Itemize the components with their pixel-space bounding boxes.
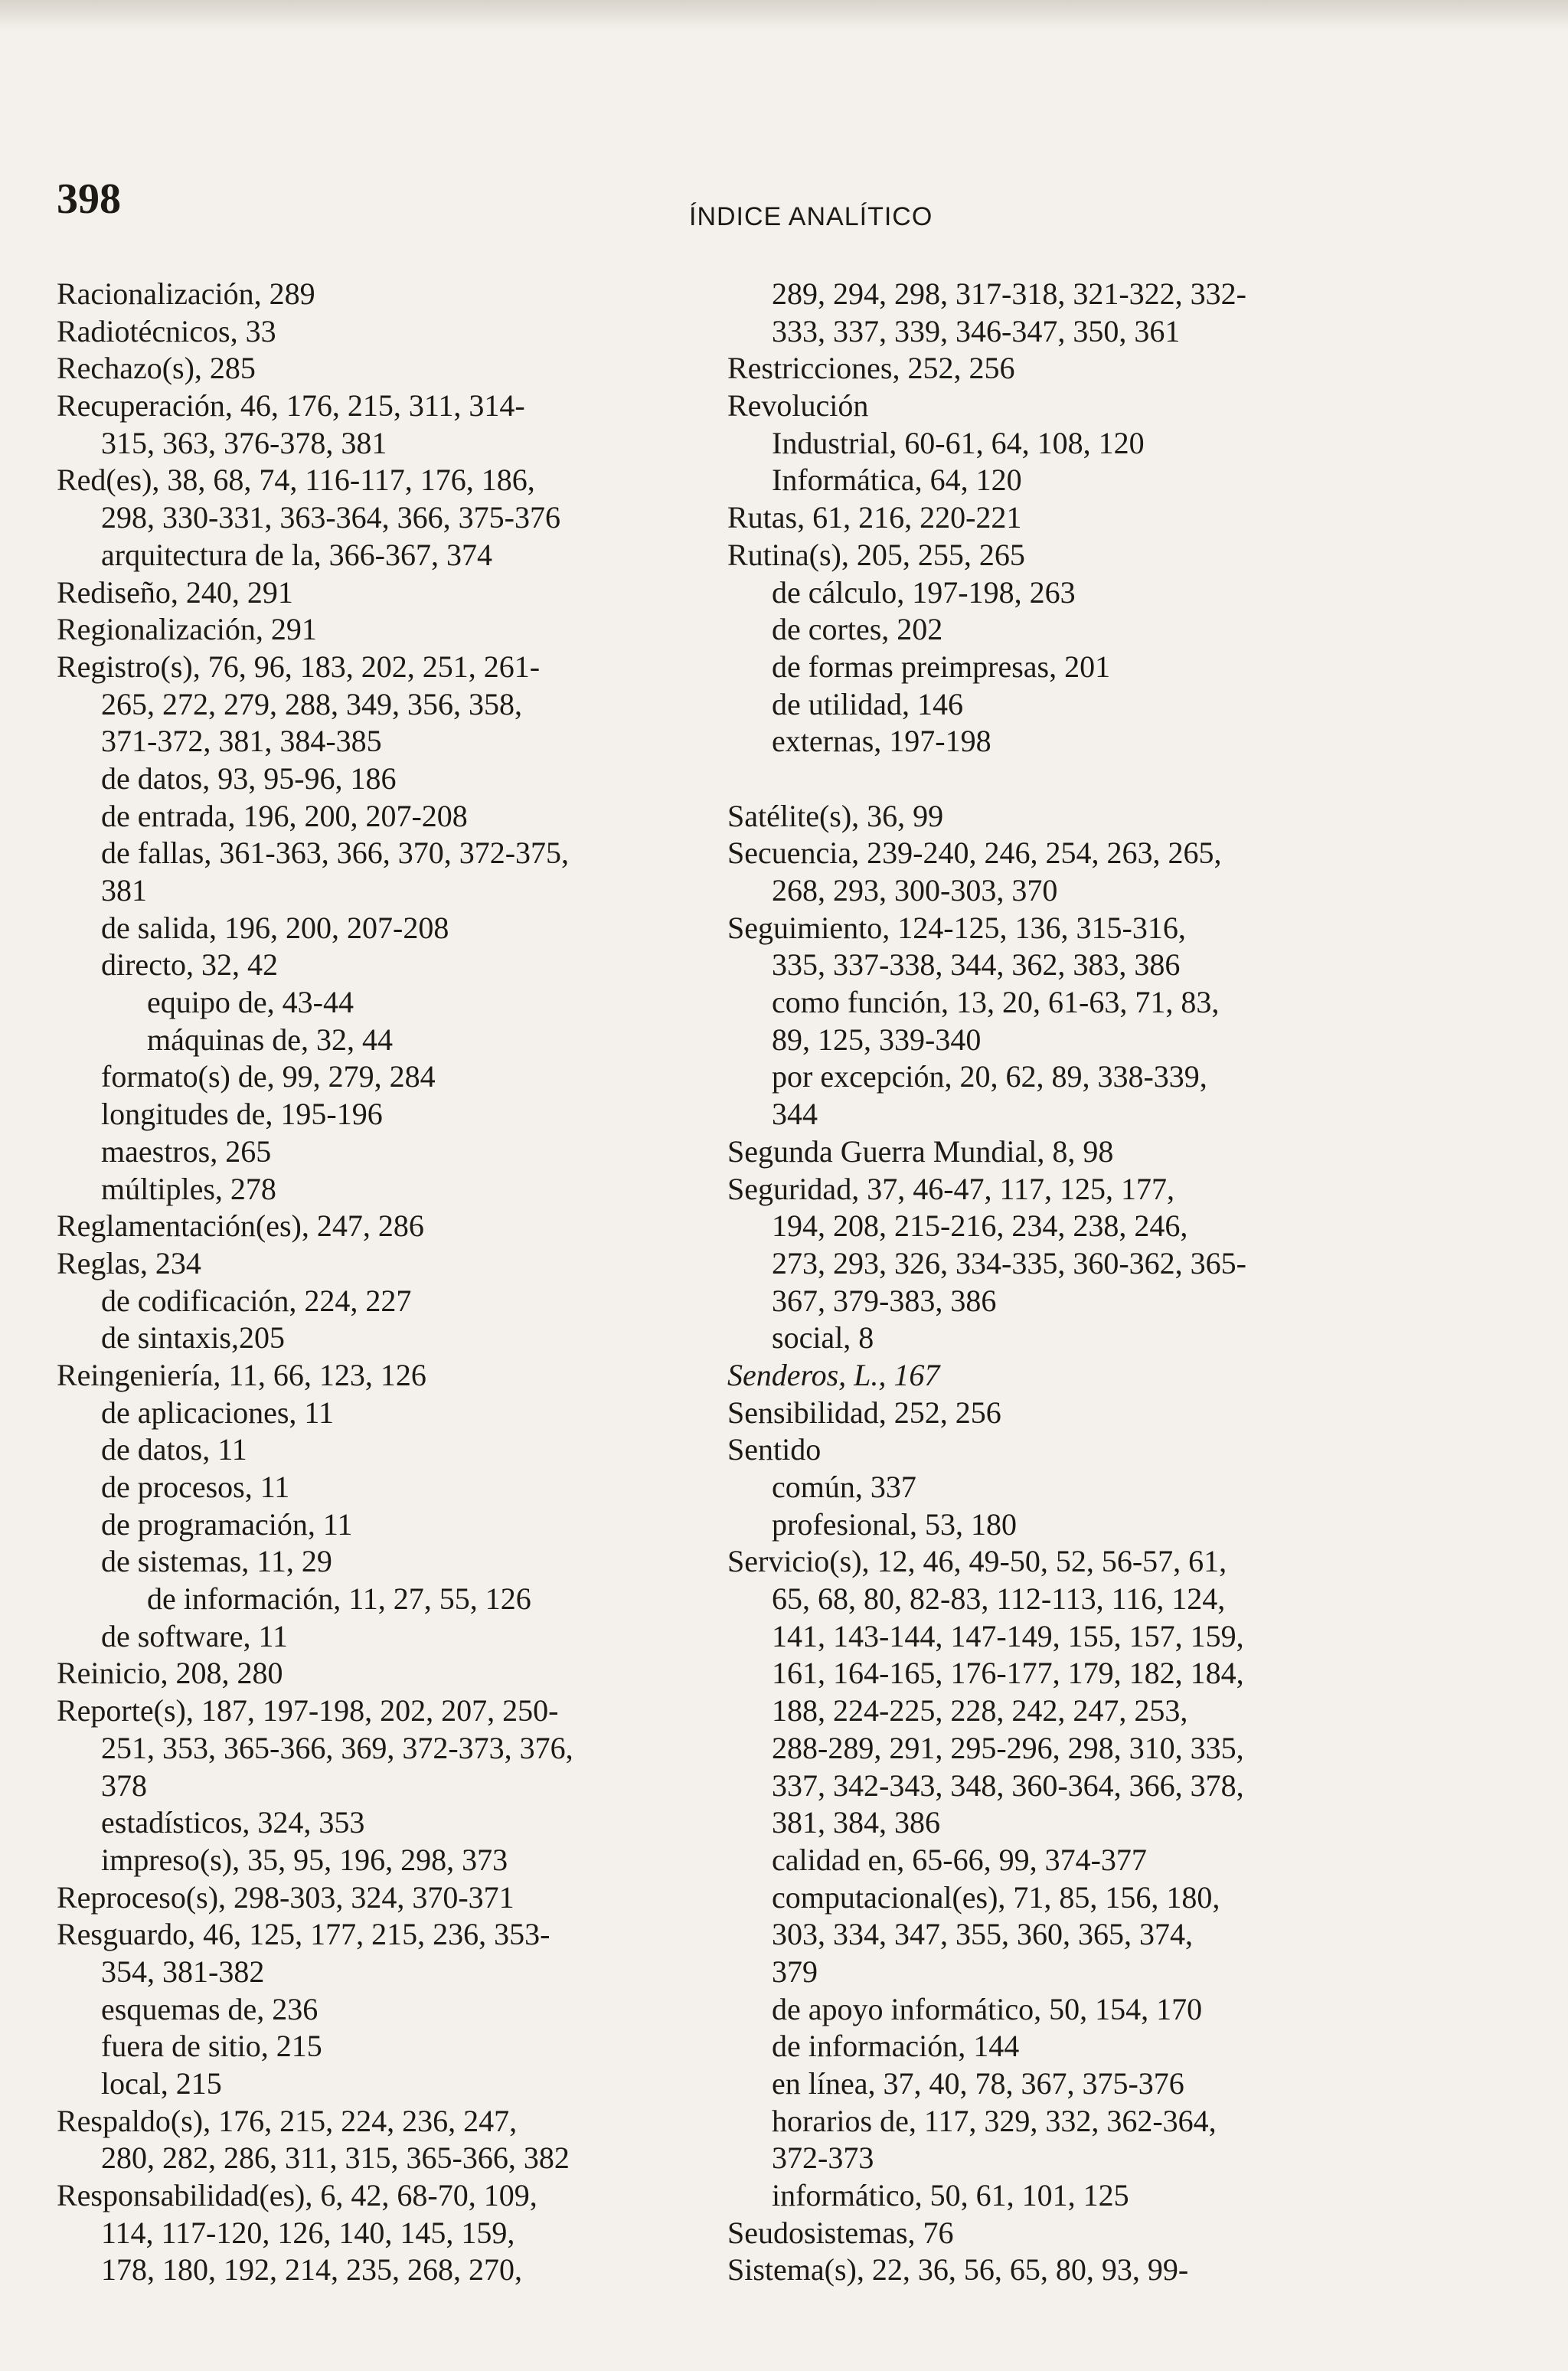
index-subentry: arquitectura de la, 366-367, 374 (101, 537, 492, 572)
index-entry: Reglamentación(es), 247, 286 (57, 1208, 424, 1244)
index-subentry: 265, 272, 279, 288, 349, 356, 358, (101, 686, 522, 721)
index-subentry: fuera de sitio, 215 (101, 2029, 322, 2064)
index-subentry: 381 (101, 873, 147, 908)
index-entry: Seguimiento, 124-125, 136, 315-316, (727, 910, 1186, 945)
index-subentry: 188, 224-225, 228, 242, 247, 253, (772, 1693, 1188, 1728)
index-entry: Regionalización, 291 (57, 612, 317, 647)
index-subentry: Informática, 64, 120 (772, 463, 1022, 498)
index-subentry: 178, 180, 192, 214, 235, 268, 270, (101, 2252, 522, 2288)
index-subentry: de datos, 93, 95-96, 186 (101, 760, 397, 796)
index-entry: Secuencia, 239-240, 246, 254, 263, 265, (727, 836, 1222, 871)
index-subentry: 333, 337, 339, 346-347, 350, 361 (772, 313, 1181, 348)
index-subentry: computacional(es), 71, 85, 156, 180, (772, 1879, 1220, 1915)
index-entry: Reporte(s), 187, 197-198, 202, 207, 250- (57, 1693, 559, 1728)
index-subentry: 114, 117-120, 126, 140, 145, 159, (101, 2215, 515, 2250)
index-subentry: calidad en, 65-66, 99, 374-377 (772, 1842, 1147, 1877)
index-subentry: 381, 384, 386 (772, 1805, 940, 1840)
index-subentry: 344 (772, 1097, 818, 1132)
index-column-left (57, 276, 684, 2289)
index-entry: Recuperación, 46, 176, 215, 311, 314- (57, 388, 525, 424)
index-subentry: equipo de, 43-44 (147, 985, 354, 1020)
index-subentry: 354, 381-382 (101, 1954, 265, 1989)
index-subentry: de software, 11 (101, 1618, 288, 1653)
index-subentry: 288-289, 291, 295-296, 298, 310, 335, (772, 1730, 1244, 1765)
index-entry: Responsabilidad(es), 6, 42, 68-70, 109, (57, 2178, 537, 2213)
index-entry: Servicio(s), 12, 46, 49-50, 52, 56-57, 61, (727, 1544, 1227, 1579)
index-subentry: 335, 337-338, 344, 362, 383, 386 (772, 947, 1181, 983)
index-subentry: 289, 294, 298, 317-318, 321-322, 332- (772, 276, 1246, 311)
index-entry: Reglas, 234 (57, 1245, 201, 1280)
index-column-right (727, 276, 1493, 2289)
index-entry: Racionalización, 289 (57, 276, 315, 311)
index-subentry: 337, 342-343, 348, 360-364, 366, 378, (772, 1768, 1244, 1803)
index-subentry: 379 (772, 1954, 818, 1989)
index-subentry: 371-372, 381, 384-385 (101, 724, 382, 759)
index-subentry: de datos, 11 (101, 1432, 247, 1467)
index-subentry: 65, 68, 80, 82-83, 112-113, 116, 124, (772, 1581, 1226, 1617)
index-subentry: directo, 32, 42 (101, 947, 279, 983)
index-entry: Red(es), 38, 68, 74, 116-117, 176, 186, (57, 463, 535, 498)
index-entry: Sistema(s), 22, 36, 56, 65, 80, 93, 99- (727, 2252, 1189, 2288)
index-subentry: máquinas de, 32, 44 (147, 1022, 394, 1057)
index-subentry: estadísticos, 324, 353 (101, 1805, 365, 1840)
index-subentry: impreso(s), 35, 95, 196, 298, 373 (101, 1842, 508, 1877)
index-subentry: Industrial, 60-61, 64, 108, 120 (772, 425, 1145, 460)
index-subentry: múltiples, 278 (101, 1171, 276, 1206)
index-subentry: profesional, 53, 180 (772, 1506, 1017, 1542)
index-subentry: social, 8 (772, 1320, 874, 1356)
index-subentry: 372-373 (772, 2140, 874, 2176)
index-subentry: longitudes de, 195-196 (101, 1097, 383, 1132)
index-subentry: 367, 379-383, 386 (772, 1283, 997, 1318)
index-subentry: externas, 197-198 (772, 724, 991, 759)
index-subentry: informático, 50, 61, 101, 125 (772, 2178, 1129, 2213)
index-entry: Rutas, 61, 216, 220-221 (727, 500, 1022, 535)
index-subentry: 280, 282, 286, 311, 315, 365-366, 382 (101, 2140, 570, 2176)
index-entry: Reproceso(s), 298-303, 324, 370-371 (57, 1879, 514, 1915)
index-subentry: de aplicaciones, 11 (101, 1395, 334, 1430)
index-entry: Resguardo, 46, 125, 177, 215, 236, 353- (57, 1917, 550, 1952)
index-subentry: de formas preimpresas, 201 (772, 649, 1111, 684)
index-subentry: 89, 125, 339-340 (772, 1022, 982, 1057)
index-entry: Registro(s), 76, 96, 183, 202, 251, 261- (57, 649, 541, 684)
index-spacer (727, 760, 1493, 798)
index-subentry: de codificación, 224, 227 (101, 1283, 412, 1318)
index-subentry: 298, 330-331, 363-364, 366, 375-376 (101, 500, 560, 535)
index-subentry: 161, 164-165, 176-177, 179, 182, 184, (772, 1656, 1244, 1691)
index-entry: Satélite(s), 36, 99 (727, 798, 944, 833)
index-subentry: de programación, 11 (101, 1506, 353, 1542)
index-entry: Seguridad, 37, 46-47, 117, 125, 177, (727, 1171, 1175, 1206)
index-entry: Sensibilidad, 252, 256 (727, 1395, 1001, 1430)
index-subentry: 141, 143-144, 147-149, 155, 157, 159, (772, 1618, 1244, 1653)
index-subentry: de utilidad, 146 (772, 686, 963, 721)
page-top-shadow (0, 0, 1568, 31)
index-subentry: por excepción, 20, 62, 89, 338-339, (772, 1059, 1207, 1094)
index-subentry: maestros, 265 (101, 1133, 272, 1169)
index-subentry: 378 (101, 1768, 147, 1803)
page-number: 398 (57, 175, 121, 223)
index-entry: Segunda Guerra Mundial, 8, 98 (727, 1133, 1114, 1169)
index-subentry: de sintaxis,205 (101, 1320, 285, 1356)
index-subentry: formato(s) de, 99, 279, 284 (101, 1059, 436, 1094)
index-entry: Reinicio, 208, 280 (57, 1656, 283, 1691)
index-subentry: de entrada, 196, 200, 207-208 (101, 798, 468, 833)
index-subentry: 194, 208, 215-216, 234, 238, 246, (772, 1208, 1188, 1244)
index-subentry: 251, 353, 365-366, 369, 372-373, 376, (101, 1730, 573, 1765)
index-subentry: 315, 363, 376-378, 381 (101, 425, 387, 460)
running-title: ÍNDICE ANALÍTICO (689, 202, 933, 231)
index-subentry: de sistemas, 11, 29 (101, 1544, 332, 1579)
index-subentry: común, 337 (772, 1470, 916, 1504)
index-subentry: de procesos, 11 (101, 1470, 290, 1504)
index-subentry: de cortes, 202 (772, 612, 943, 647)
index-entry: Radiotécnicos, 33 (57, 313, 276, 348)
index-entry: Reingeniería, 11, 66, 123, 126 (57, 1357, 426, 1392)
index-subentry: 273, 293, 326, 334-335, 360-362, 365- (772, 1245, 1246, 1280)
index-subentry: de apoyo informático, 50, 154, 170 (772, 1991, 1203, 2026)
index-subentry: horarios de, 117, 329, 332, 362-364, (772, 2103, 1217, 2138)
index-entry: Respaldo(s), 176, 215, 224, 236, 247, (57, 2103, 518, 2138)
index-subentry: local, 215 (101, 2066, 222, 2101)
index-entry: Revolución (727, 388, 869, 424)
index-entry: Rutina(s), 205, 255, 265 (727, 537, 1025, 572)
index-entry: Rechazo(s), 285 (57, 351, 256, 386)
index-entry: Sentido (727, 1432, 822, 1467)
index-subentry: de información, 144 (772, 2029, 1020, 2064)
index-entry: Seudosistemas, 76 (727, 2215, 954, 2250)
index-subentry: 268, 293, 300-303, 370 (772, 873, 1058, 908)
index-subentry: como función, 13, 20, 61-63, 71, 83, (772, 985, 1220, 1020)
index-entry: Senderos, L., 167 (727, 1357, 940, 1392)
index-subentry: de cálculo, 197-198, 263 (772, 574, 1076, 610)
index-subentry: en línea, 37, 40, 78, 367, 375-376 (772, 2066, 1184, 2101)
index-subentry: esquemas de, 236 (101, 1991, 318, 2026)
index-subentry: de información, 11, 27, 55, 126 (147, 1581, 531, 1617)
index-subentry: de salida, 196, 200, 207-208 (101, 910, 449, 945)
index-entry: Rediseño, 240, 291 (57, 574, 293, 610)
index-subentry: de fallas, 361-363, 366, 370, 372-375, (101, 836, 570, 871)
index-entry: Restricciones, 252, 256 (727, 351, 1015, 386)
index-subentry: 303, 334, 347, 355, 360, 365, 374, (772, 1917, 1193, 1952)
